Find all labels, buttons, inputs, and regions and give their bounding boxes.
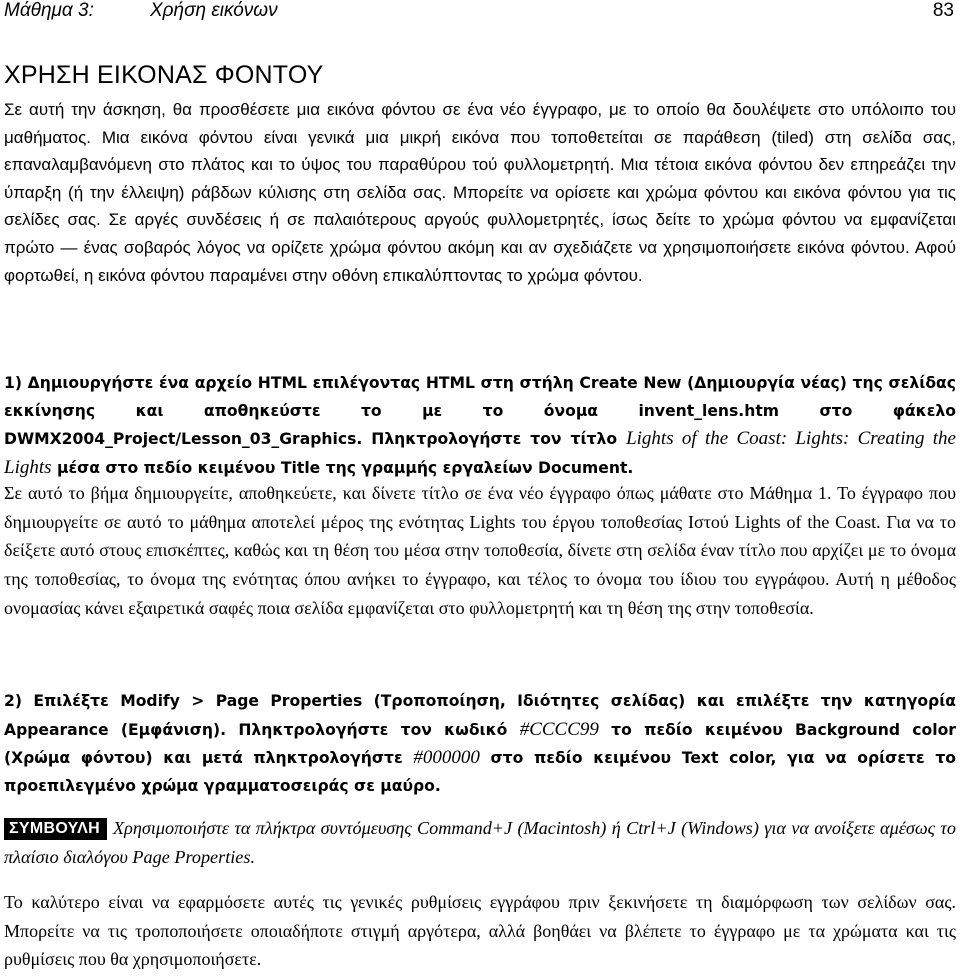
step-2 xyxy=(4,688,956,800)
step-2-code-background: #CCCC99 xyxy=(519,718,599,740)
tip-box xyxy=(4,814,956,871)
tip-badge: ΣΥΜΒΟΥΛΗ xyxy=(4,818,107,840)
running-header xyxy=(4,0,956,28)
page-number: 83 xyxy=(932,0,954,21)
step-1-title-value: Lights of the Coast: Lights: Creating the Lights xyxy=(4,428,956,478)
section-heading: ΧΡΗΣΗ ΕΙΚΟΝΑΣ ΦΟΝΤΟΥ xyxy=(4,61,324,89)
tip-text: Χρησιμοποιήστε τα πλήκτρα συντόμευσης Command+J (Macintosh) ή Ctrl+J (Windows) για να ανοίξετε αμέσως το πλαίσιο διαλόγου Page Properties. xyxy=(4,818,956,867)
header-section-title: Χρήση εικόνων xyxy=(150,0,278,21)
step-2-text-c: στο πεδίο κειμένου Text color, για να ορίσετε το προεπιλεγμένο χρώμα γραμματοσειράς σε μαύρο. xyxy=(4,749,956,795)
step-1-text-after: μέσα στο πεδίο κειμένου Title της γραμμής εργαλείων Document. xyxy=(56,458,634,477)
step-2-text-b: το πεδίο κειμένου Background color (Χρώμα φόντου) και μετά πληκτρολογήστε xyxy=(4,720,956,767)
step-1 xyxy=(4,370,956,482)
step-1-text: 1) Δημιουργήστε ένα αρχείο HTML επιλέγοντας HTML στη στήλη Create New (Δημιουργία νέας) της σελίδας εκκίνησης και αποθηκεύστε το με το όνομα invent_lens.htm στο φάκελο DWMX2004_Project/Lesson_03_Graphics. Πληκτρολογήστε τον τίτλο xyxy=(4,374,956,448)
header-lesson: Μάθημα 3: xyxy=(4,0,94,21)
closing-paragraph: Το καλύτερο είναι να εφαρμόσετε αυτές τις γενικές ρυθμίσεις εγγράφου πριν ξεκινήσετε τη διαμόρφωση των σελίδων σας. Μπορείτε να τις τροποποιήσετε οποιαδήποτε στιγμή αργότερα, αλλά βοηθάει να βλέπετε το έγγραφο με τα χρώματα και τις ρυθμίσεις που θα χρησιμοποιήσετε. xyxy=(4,892,956,970)
step-2-code-text: #000000 xyxy=(413,747,480,768)
step-1-explanation: Σε αυτό το βήμα δημιουργείτε, αποθηκεύετε, και δίνετε τίτλο σε ένα νέο έγγραφο όπως μάθατε στο Μάθημα 1. Το έγγραφο που δημιουργείτε σε αυτό το μάθημα αποτελεί μέρος της ενότητας Lights του έργου τοποθεσίας Ιστού Lights of the Coast. Για να το δείξετε αυτό στους επισκέπτες, καθώς και τη θέση του μέσα στην τοποθεσία, δίνετε στη σελίδα έναν τίτλο που αρχίζει με το όνομα της τοποθεσίας, το όνομα της ενότητας όπου ανήκει το έγγραφο, και τέλος το όνομα του ίδιου του εγγράφου. Αυτή η μέθοδος ονομασίας κάνει εξαιρετικά σαφές ποια σελίδα εμφανίζεται στο φυλλομετρητή και τη θέση της στην τοποθεσία. xyxy=(4,483,956,618)
intro-paragraph: Σε αυτή την άσκηση, θα προσθέσετε μια εικόνα φόντου σε ένα νέο έγγραφο, με το οποίο θα δουλέψετε στο υπόλοιπο του μαθήματος. Μια εικόνα φόντου είναι γενικά μια μικρή εικόνα που τοποθετείται σε παράθεση (tiled) στη σελίδα σας, επαναλαμβανόμενη στο πλάτος και το ύψος του παραθύρου τού φυλλομετρητή. Μια τέτοια εικόνα φόντου δεν επηρεάζει την ύπαρξη (ή την έλλειψη) ράβδων κύλισης στη σελίδα σας. Μπορείτε να ορίσετε και χρώμα φόντου και εικόνα φόντου για τις σελίδες σας. Σε αργές συνδέσεις ή σε παλαιότερους αργούς φυλλομετρητές, ίσως δείτε το χρώμα φόντου να εμφανίζεται πρώτο — ένας σοβαρός λόγος να ορίζετε χρώμα φόντου ακόμη και αν σχεδιάζετε να χρησιμοποιήσετε εικόνα φόντου. Αφού φορτωθεί, η εικόνα φόντου παραμένει στην οθόνη επικαλύπτοντας το χρώμα φόντου. xyxy=(4,100,956,285)
step-2-text-a: 2) Επιλέξτε Modify > Page Properties (Τροποποίηση, Ιδιότητες σελίδας) και επιλέξτε την κατηγορία Appearance (Εμφάνιση). Πληκτρολογήστε τον κωδικό xyxy=(4,692,956,739)
